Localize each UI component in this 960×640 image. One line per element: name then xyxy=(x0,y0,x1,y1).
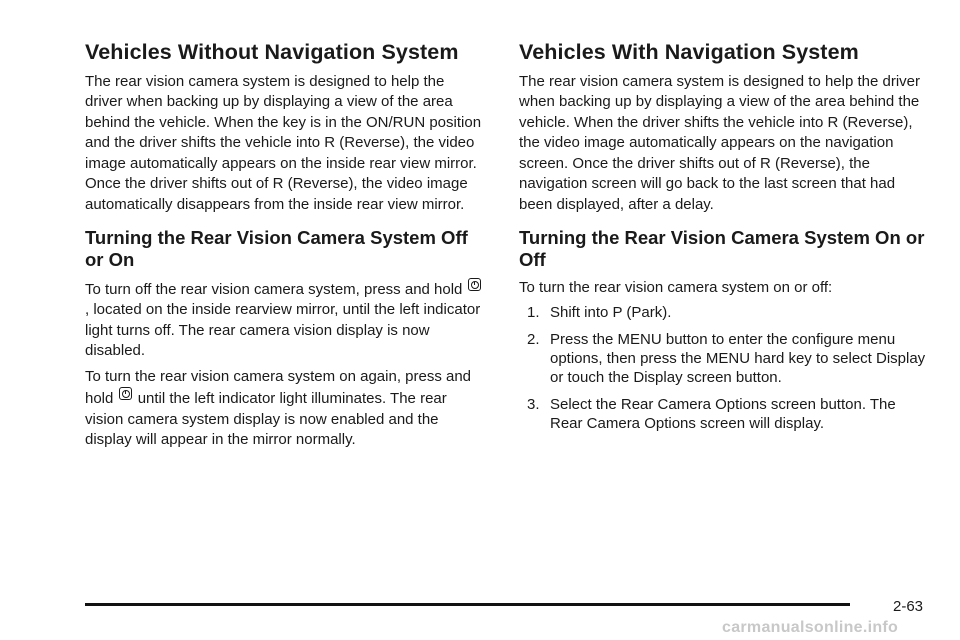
turn-off-text-end: , located on the inside rearview mirror, until the left indicator light turns off. The rear camera vision display is now disabled. xyxy=(85,301,481,360)
list-item xyxy=(519,330,929,387)
left-column xyxy=(85,40,485,456)
step-text: Press the MENU button to enter the configure menu options, then press the MENU hard key to select Display or touch the Display screen button. xyxy=(550,331,926,387)
heading-without-navigation: Vehicles Without Navigation System xyxy=(85,40,459,64)
list-item xyxy=(519,395,929,433)
right-column xyxy=(519,40,929,441)
subheading-on-or-off: Turning the Rear Vision Camera System On or Off xyxy=(519,227,925,270)
camera-button-icon xyxy=(119,387,132,400)
step-number: 2. xyxy=(527,331,540,349)
intro-with-navigation: The rear vision camera system is designed to help the driver when backing up by displaying a view of the area behind the vehicle. When the driver shifts the vehicle into R (Reverse), the video image automatically appears on the navigation screen. Once the driver shifts out of R (Reverse), the navigation screen will go back to the last screen that had been displayed, after a delay. xyxy=(519,72,921,213)
turn-off-text-start: To turn off the rear vision camera system, press and hold xyxy=(85,280,467,298)
heading-with-navigation: Vehicles With Navigation System xyxy=(519,40,859,64)
list-item xyxy=(519,303,929,322)
subheading-off-or-on: Turning the Rear Vision Camera System Off or On xyxy=(85,227,468,270)
step-number: 1. xyxy=(527,304,540,322)
camera-button-icon xyxy=(468,278,481,291)
turn-on-text-end: until the left indicator light illuminates. The rear vision camera system display is now enabled and the display will appear in the mirror normally. xyxy=(85,390,447,449)
steps-lead: To turn the rear vision camera system on or off: xyxy=(519,278,833,296)
footer-rule xyxy=(85,603,850,606)
steps-list xyxy=(519,303,929,433)
turn-on-text-start: To turn the rear vision camera system on again, press and hold xyxy=(85,367,472,408)
turn-on-paragraph xyxy=(85,367,485,451)
watermark: carmanualsonline.info xyxy=(722,619,899,636)
step-text: Shift into P (Park). xyxy=(550,304,672,322)
step-text: Select the Rear Camera Options screen button. The Rear Camera Options screen will display. xyxy=(550,396,896,433)
step-number: 3. xyxy=(527,396,540,414)
turn-off-paragraph xyxy=(85,278,485,362)
page-number: 2-63 xyxy=(893,598,924,615)
intro-without-navigation: The rear vision camera system is designed to help the driver when backing up by displaying a view of the area behind the vehicle. When the key is in the ON/RUN position and the driver shifts the vehicle into R (Reverse), the video image automatically appears on the inside rear view mirror. Once the driver shifts out of R (Reverse), the video image automatically disappears from the inside rear view mirror. xyxy=(85,72,482,213)
